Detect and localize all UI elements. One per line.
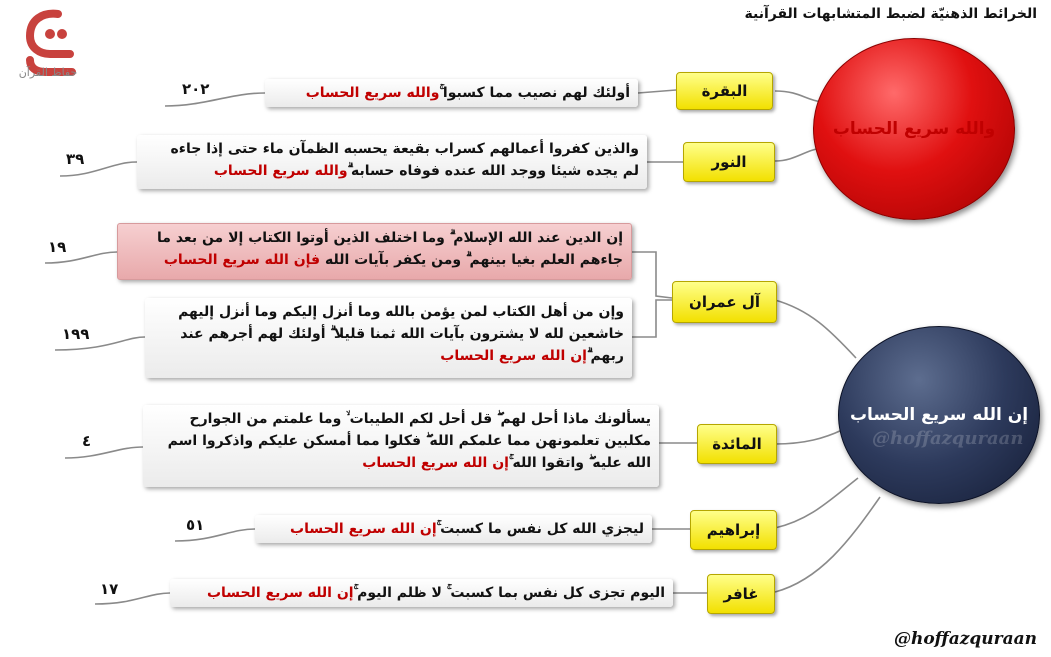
hub-top-label: والله سريع الحساب (832, 119, 996, 139)
verse-text: ليجزي الله كل نفس ما كسبت ۚ (436, 521, 644, 537)
verse-ending: والله سريع الحساب (305, 85, 440, 101)
verse-text: أولئك لهم نصيب مما كسبوا ۚ (439, 85, 630, 101)
surah-ibrahim: إبراهيم (690, 510, 777, 550)
surah-maida: المائدة (697, 424, 777, 464)
connector-imran-verse19 (632, 252, 672, 298)
verse-number-19: ١٩ (48, 238, 67, 256)
verse-ending: إن الله سريع الحساب (206, 585, 354, 601)
surah-al-imran: آل عمران (672, 281, 777, 323)
verse-ibrahim-51 (255, 515, 652, 543)
verse-imran-19 (117, 223, 632, 280)
verse-imran-199 (145, 298, 632, 378)
verse-line: وإن من أهل الكتاب لمن يؤمن بالله وما أنزل إليكم وما أنزل إليهم (178, 304, 624, 320)
verse-ending: إن الله سريع الحساب (362, 455, 509, 471)
verse-number-202: ٢٠٢ (182, 80, 210, 98)
connector-ibrahim-hub (775, 478, 858, 528)
verse-ending: إن الله سريع الحساب (440, 348, 587, 364)
verse-line: الله عليه ۖ واتقوا الله ۚ (508, 455, 651, 471)
verse-number-17: ١٧ (100, 580, 119, 598)
verse-baqara-202 (265, 79, 638, 107)
verse-nur-39 (137, 135, 647, 189)
verse-line: مكلبين تعلمونهن مما علمكم الله ۖ فكلوا مما أمسكن عليكم واذكروا اسم (167, 433, 651, 449)
connector-imran-hub (775, 300, 856, 358)
hub-watermark: @hoffazquraan (872, 428, 1024, 449)
verse-text: اليوم تجزى كل نفس بما كسبت ۚ لا ظلم اليوم ۚ (353, 585, 665, 601)
verse-ending: فإن الله سريع الحساب (163, 252, 321, 268)
verse-line: والذين كفروا أعمالهم كسراب بقيعة يحسبه الظمآن ماء حتى إذا جاءه (170, 141, 639, 157)
surah-ghafir: غافر (707, 574, 775, 614)
hub-bottom-label: إن الله سريع الحساب (849, 405, 1029, 425)
surah-baqara: البقرة (676, 72, 773, 110)
verse-number-4: ٤ (82, 432, 92, 450)
verse-ending: إن الله سريع الحساب (290, 521, 437, 537)
connector-baqara-verse (638, 90, 676, 93)
hub-wallahu-sari-al-hisab (813, 38, 1015, 220)
verse-ghafir-17 (170, 579, 673, 607)
verse-ending: والله سريع الحساب (213, 163, 348, 179)
connector-num-4 (65, 447, 143, 458)
logo-caption: حفاظ القرآن (18, 66, 78, 79)
connector-imran-verse199 (632, 300, 672, 337)
verse-number-199: ١٩٩ (62, 325, 90, 343)
verse-number-39: ٣٩ (66, 150, 85, 168)
verse-line: خاشعين لله لا يشترون بآيات الله ثمنا قليلا ۗ أولئك لهم أجرهم عند (180, 326, 624, 342)
page-title: الخرائط الذهنيّة لضبط المتشابهات القرآنية (744, 6, 1037, 22)
footer-handle: @hoffazquraan (893, 629, 1037, 649)
verse-line: يسألونك ماذا أحل لهم ۖ قل أحل لكم الطيبات ۙ وما علمتم من الجوارح (189, 411, 651, 427)
connector-ghafir-hub (775, 497, 880, 592)
connector-maida-hub (775, 430, 842, 444)
connector-baqara-hub (775, 91, 822, 102)
hub-inna-allaha-sari-al-hisab (838, 326, 1040, 504)
surah-nur: النور (683, 142, 775, 182)
connector-num-202 (165, 93, 265, 106)
verse-line: لم يجده شيئا ووجد الله عنده فوفاه حسابه ۗ (347, 163, 639, 179)
verse-number-51: ٥١ (186, 516, 205, 534)
verse-line: إن الدين عند الله الإسلام ۗ وما اختلف الذين أوتوا الكتاب إلا من بعد ما (157, 230, 623, 246)
verse-maida-4 (143, 405, 659, 487)
verse-line: جاءهم العلم بغيا بينهم ۗ ومن يكفر بآيات الله (324, 252, 623, 268)
verse-line: ربهم ۗ (586, 348, 624, 364)
